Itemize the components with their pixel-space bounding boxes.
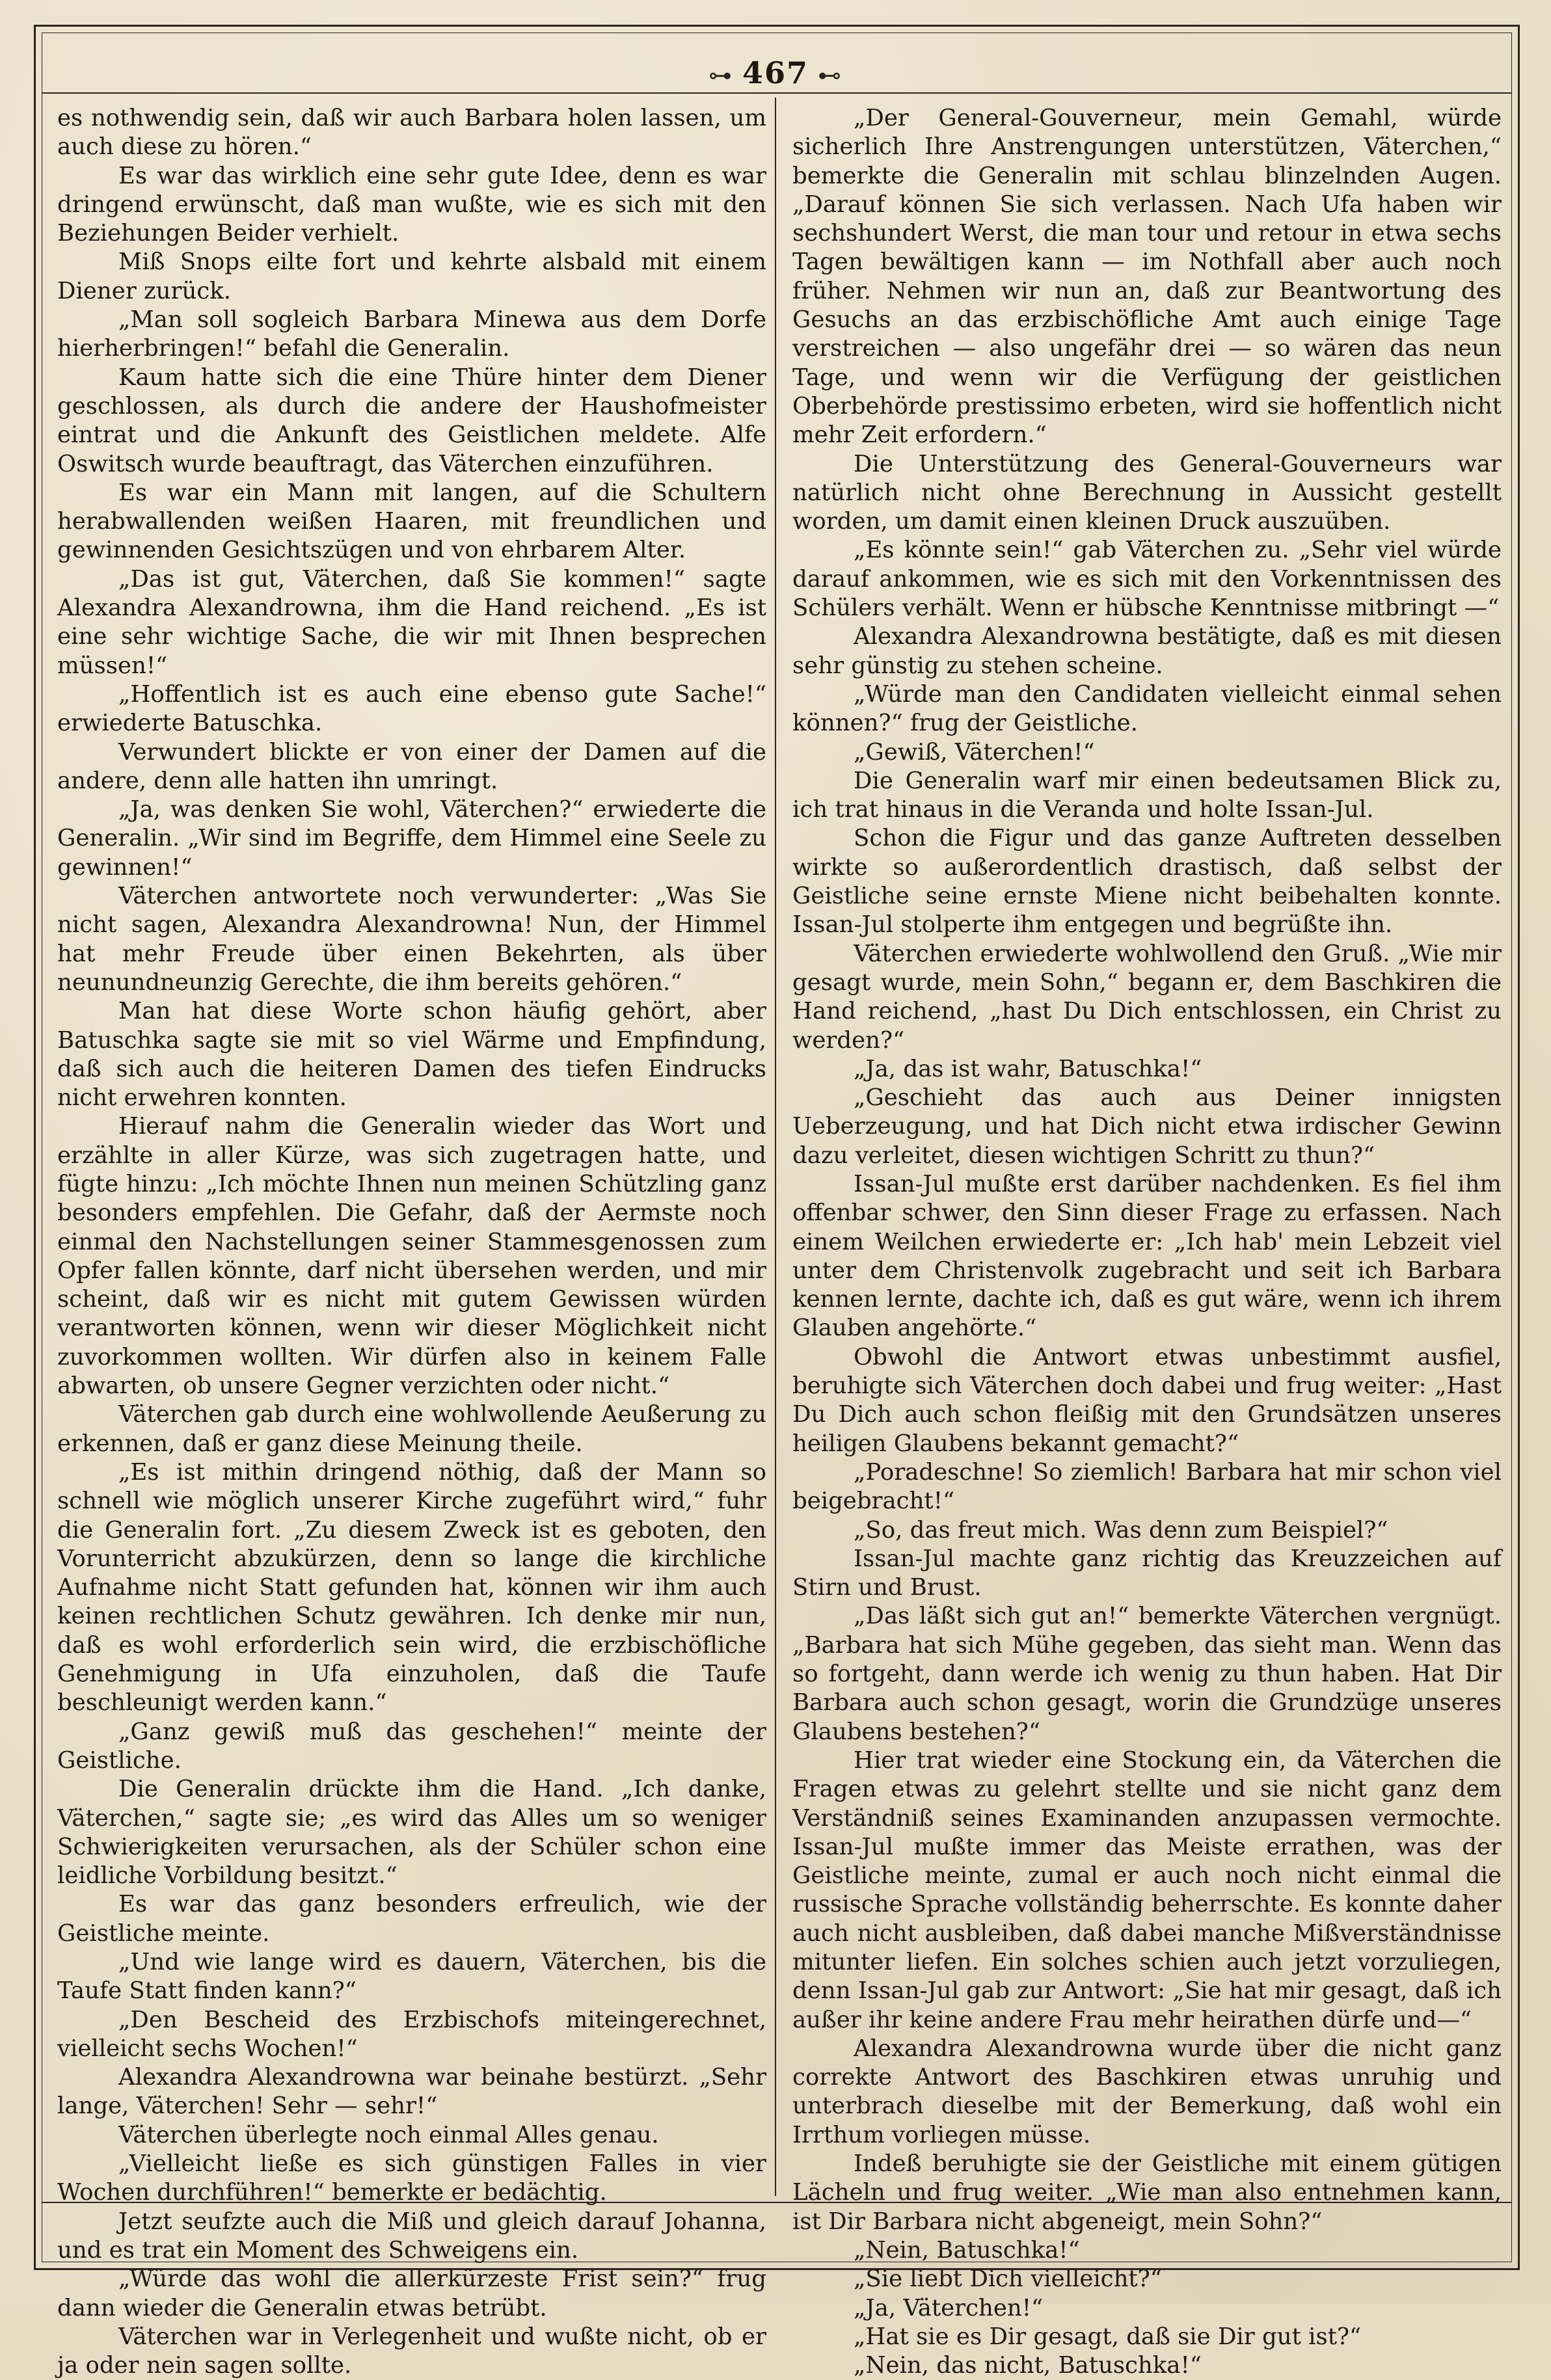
paragraph: „Ganz gewiß muß das geschehen!“ meinte der Geistliche. <box>57 1718 766 1774</box>
header-rule <box>42 92 1512 94</box>
paragraph: Väterchen war in Verlegenheit und wußte nicht, ob er ja oder nein sagen sollte. <box>57 2323 766 2379</box>
paragraph: Jetzt seufzte auch die Miß und gleich darauf Johanna, und es trat ein Moment des Schweigens ein. <box>57 2208 766 2264</box>
paragraph: „So, das freut mich. Was denn zum Beispiel?“ <box>854 1516 1388 1544</box>
column-divider <box>775 98 776 2196</box>
paragraph: Alexandra Alexandrowna wurde über die nicht ganz correkte Antwort des Baschkiren etwas unruhig und unterbrach dieselbe mit der Bemerkung, daß wohl ein Irrthum vorliegen müsse. <box>792 2035 1502 2148</box>
paragraph: Issan-Jul machte ganz richtig das Kreuzzeichen auf Stirn und Brust. <box>792 1545 1502 1601</box>
paragraph: „Ja, das ist wahr, Batuschka!“ <box>854 1055 1202 1082</box>
paragraph: „Vielleicht ließe es sich günstigen Falles in vier Wochen durchführen!“ bemerkte er bedächtig. <box>57 2150 766 2206</box>
paragraph: „Und wie lange wird es dauern, Väterchen, bis die Taufe Statt finden kann?“ <box>57 1949 766 2005</box>
paragraph: Hierauf nahm die Generalin wieder das Wort und erzählte in aller Kürze, was sich zugetragen hatte, und fügte hinzu: „Ich möchte Ihnen nun meinen Schützling ganz besonders empfehlen. Die Gefahr, daß der Aermste noch einmal den Nachstellungen seiner Stammesgenossen zum Opfer fallen könnte, darf nicht übersehen werden, und mir scheint, daß wir es nicht mit gutem Gewissen würden verantworten können, wenn wir dieser Möglichkeit nicht zuvorkommen wollten. Wir dürfen also in keinem Falle abwarten, ob unsere Gegner verzichten oder nicht.“ <box>57 1113 766 1400</box>
paragraph: „Nein, das nicht, Batuschka!“ <box>854 2352 1202 2379</box>
paragraph: es nothwendig sein, daß wir auch Barbara holen lassen, um auch diese zu hören.“ <box>57 105 766 161</box>
right-column <box>792 104 1502 2380</box>
paragraph: Väterchen gab durch eine wohlwollende Aeußerung zu erkennen, daß er ganz diese Meinung theile. <box>57 1401 766 1457</box>
paragraph: Schon die Figur und das ganze Auftreten desselben wirkte so außerordentlich drastisch, daß selbst der Geistliche seine ernste Miene nicht beibehalten konnte. Issan-Jul stolperte ihm entgegen und begrüßte ihn. <box>792 825 1502 939</box>
right-ornament-icon: ⊷ <box>818 62 843 89</box>
paragraph: „Sie liebt Dich vielleicht?“ <box>854 2266 1162 2293</box>
paragraph: Man hat diese Worte schon häufig gehört, aber Batuschka sagte sie mit so viel Wärme und Empfindung, daß sich auch die heiteren Damen des tiefen Eindrucks nicht erwehren konnten. <box>57 998 766 1112</box>
paragraph: Väterchen antwortete noch verwunderter: „Was Sie nicht sagen, Alexandra Alexandrowna! Nun, der Himmel hat mehr Freude über einen Bekehrten, als über neunundneunzig Gerechte, die ihm bereits gehören.“ <box>57 883 766 996</box>
paragraph: Miß Snops eilte fort und kehrte alsbald mit einem Diener zurück. <box>57 248 766 304</box>
paragraph: „Gewiß, Väterchen!“ <box>854 738 1095 766</box>
paragraph: Väterchen erwiederte wohlwollend den Gruß. „Wie mir gesagt wurde, mein Sohn,“ begann er, dem Baschkiren die Hand reichend, „hast Du Dich entschlossen, ein Christ zu werden?“ <box>792 940 1502 1054</box>
paragraph: Es war das wirklich eine sehr gute Idee, denn es war dringend erwünscht, daß man wußte, wie es sich mit den Beziehungen Beider verhielt. <box>57 162 766 247</box>
page-number: 467 <box>742 55 809 90</box>
paragraph: Obwohl die Antwort etwas unbestimmt ausfiel, beruhigte sich Väterchen doch dabei und frug weiter: „Hast Du Dich auch schon fleißig mit den Grundsätzen unseres heiligen Glaubens bekannt gemacht?“ <box>792 1343 1502 1457</box>
paragraph: Es war das ganz besonders erfreulich, wie der Geistliche meinte. <box>57 1891 766 1947</box>
paragraph: „Das läßt sich gut an!“ bemerkte Väterchen vergnügt. „Barbara hat sich Mühe gegeben, das sieht man. Wenn das so fortgeht, dann werde ich wenig zu thun haben. Hat Dir Barbara auch schon gesagt, worin die Grundzüge unseres Glaubens bestehen?“ <box>792 1603 1502 1745</box>
paragraph: Es war ein Mann mit langen, auf die Schultern herabwallenden weißen Haaren, mit freundlichen und gewinnenden Gesichtszügen und von ehrbarem Alter. <box>57 479 766 564</box>
paragraph: Issan-Jul mußte erst darüber nachdenken. Es fiel ihm offenbar schwer, den Sinn dieser Frage zu erfassen. Nach einem Weilchen erwiederte er: „Ich hab' mein Lebzeit viel unter dem Christenvolk zugebracht und seit ich Barbara kennen lernte, dachte ich, daß es gut wäre, wenn ich ihrem Glauben angehörte.“ <box>792 1170 1502 1342</box>
paragraph: „Hoffentlich ist es auch eine ebenso gute Sache!“ erwiederte Batuschka. <box>57 680 766 737</box>
footer-rule <box>42 2202 1512 2203</box>
paragraph: Hier trat wieder eine Stockung ein, da Väterchen die Fragen etwas zu gelehrt stellte und sie nicht ganz dem Verständniß seines Examinanden anzupassen vermochte. Issan-Jul mußte immer das Meiste errathen, was der Geistliche meinte, zumal er auch noch nicht einmal die russische Sprache vollständig beherrschte. Es konnte daher auch nicht ausbleiben, daß dabei manche Mißverständnisse mitunter liefen. Ein solches schien auch jetzt vorzuliegen, denn Issan-Jul gab zur Antwort: „Sie hat mir gesagt, daß ich außer ihr keine andere Frau mehr heirathen dürfe und—“ <box>792 1746 1502 2033</box>
paragraph: „Würde das wohl die allerkürzeste Frist sein?“ frug dann wieder die Generalin etwas betrübt. <box>57 2266 766 2321</box>
page-header <box>0 56 1551 93</box>
paragraph: Verwundert blickte er von einer der Damen auf die andere, denn alle hatten ihn umringt. <box>57 738 766 794</box>
paragraph: Die Unterstützung des General-Gouverneurs war natürlich nicht ohne Berechnung in Aussicht gestellt worden, um damit einen kleinen Druck auszuüben. <box>792 450 1502 535</box>
paragraph: „Würde man den Candidaten vielleicht einmal sehen können?“ frug der Geistliche. <box>792 680 1502 737</box>
paragraph: „Nein, Batuschka!“ <box>854 2236 1080 2264</box>
left-ornament-icon: ⊶ <box>708 62 733 89</box>
paragraph: Indeß beruhigte sie der Geistliche mit einem gütigen Lächeln und frug weiter. „Wie man also entnehmen kann, ist Dir Barbara nicht abgeneigt, mein Sohn?“ <box>792 2150 1502 2235</box>
paragraph: „Es könnte sein!“ gab Väterchen zu. „Sehr viel würde darauf ankommen, wie es sich mit den Vorkenntnissen des Schülers verhält. Wenn er hübsche Kenntnisse mitbringt —“ <box>792 537 1502 622</box>
paragraph: „Das ist gut, Väterchen, daß Sie kommen!“ sagte Alexandra Alexandrowna, ihm die Hand reichend. „Es ist eine sehr wichtige Sache, die wir mit Ihnen besprechen müssen!“ <box>57 565 766 679</box>
paragraph: „Poradeschne! So ziemlich! Barbara hat mir schon viel beigebracht!“ <box>792 1458 1502 1515</box>
paragraph: „Ja, was denken Sie wohl, Väterchen?“ erwiederte die Generalin. „Wir sind im Begriffe, dem Himmel eine Seele zu gewinnen!“ <box>57 796 766 881</box>
paragraph: Die Generalin warf mir einen bedeutsamen Blick zu, ich trat hinaus in die Veranda und holte Issan-Jul. <box>792 767 1502 823</box>
paragraph: „Geschieht das auch aus Deiner innigsten Ueberzeugung, und hat Dich nicht etwa irdischer Gewinn dazu verleitet, diesen wichtigen Schritt zu thun?“ <box>792 1084 1502 1169</box>
paragraph: „Ja, Väterchen!“ <box>854 2294 1044 2321</box>
paragraph: Die Generalin drückte ihm die Hand. „Ich danke, Väterchen,“ sagte sie; „es wird das Alles um so weniger Schwierigkeiten verursachen, als der Schüler schon eine leidliche Vorbildung besitzt.“ <box>57 1776 766 1890</box>
paragraph: „Den Bescheid des Erzbischofs miteingerechnet, vielleicht sechs Wochen!“ <box>57 2006 766 2062</box>
left-column <box>57 104 766 2380</box>
paragraph: Alexandra Alexandrowna bestätigte, daß es mit diesen sehr günstig zu stehen scheine. <box>792 623 1502 679</box>
paragraph: „Es ist mithin dringend nöthig, daß der Mann so schnell wie möglich unserer Kirche zugeführt wird,“ fuhr die Generalin fort. „Zu diesem Zweck ist es geboten, den Vorunterricht abzukürzen, denn so lange die kirchliche Aufnahme nicht Statt gefunden hat, können wir ihm auch keinen rechtlichen Schutz gewähren. Ich denke mir nun, daß es wohl erforderlich sein wird, die erzbischöfliche Genehmigung in Ufa einzuholen, daß die Taufe beschleunigt werden kann.“ <box>57 1458 766 1717</box>
paragraph: Väterchen überlegte noch einmal Alles genau. <box>118 2121 659 2148</box>
paragraph: Kaum hatte sich die eine Thüre hinter dem Diener geschlossen, als durch die andere der Haushofmeister eintrat und die Ankunft des Geistlichen meldete. Alfe Oswitsch wurde beauftragt, das Väterchen einzuführen. <box>57 364 766 477</box>
paragraph: „Der General-Gouverneur, mein Gemahl, würde sicherlich Ihre Anstrengungen unterstützen, Väterchen,“ bemerkte die Generalin mit schlau blinzelnden Augen. „Darauf können Sie sich verlassen. Nach Ufa haben wir sechshundert Werst, die man tour und retour in etwa sechs Tagen bewältigen kann — im Nothfall aber auch noch früher. Nehmen wir nun an, daß zur Beantwortung des Gesuchs an das erzbischöfliche Amt auch einige Tage verstreichen — also ungefähr drei — so wären das neun Tage, und wenn wir die Verfügung der geistlichen Oberbehörde prestissimo erbeten, wird sie hoffentlich nicht mehr Zeit erfordern.“ <box>792 105 1502 449</box>
paragraph: „Man soll sogleich Barbara Minewa aus dem Dorfe hierherbringen!“ befahl die Generalin. <box>57 306 766 362</box>
paragraph: Alexandra Alexandrowna war beinahe bestürzt. „Sehr lange, Väterchen! Sehr — sehr!“ <box>57 2064 766 2120</box>
paragraph: „Hat sie es Dir gesagt, daß sie Dir gut ist?“ <box>854 2323 1362 2350</box>
